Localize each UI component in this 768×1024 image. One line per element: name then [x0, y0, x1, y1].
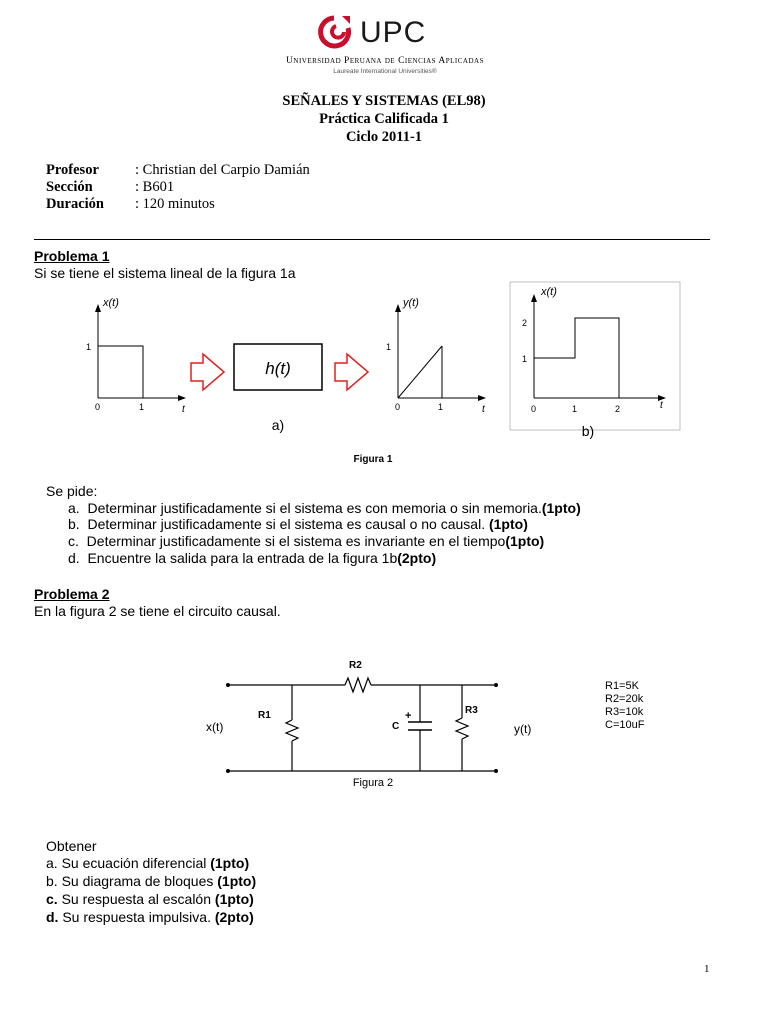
exam-title: Práctica Calificada 1: [319, 111, 449, 127]
part-b-label: b): [581, 423, 595, 439]
resistor-r2: [345, 678, 371, 692]
course-title: SEÑALES Y SISTEMAS (EL98): [282, 93, 486, 109]
value-r1: R1=5K: [605, 680, 639, 692]
yt-axis-label: y(t): [403, 297, 419, 309]
list-item: b. Determinar justificadamente si el sistema es causal o no causal. (1pto): [68, 516, 528, 532]
list-item: a. Su ecuación diferencial (1pto): [46, 855, 250, 871]
figure-1-caption: Figura 1: [353, 454, 393, 465]
output-label: y(t): [514, 722, 532, 736]
xt-axis-label: x(t): [103, 297, 119, 309]
tick-label: 0: [95, 402, 101, 412]
tick-label: 2: [522, 318, 528, 328]
network-name: Laureate International Universities®: [333, 68, 437, 75]
tick-label: 1: [522, 354, 528, 364]
resistor-r3: [456, 718, 468, 739]
problem2-ask: Obtener: [46, 838, 97, 854]
list-item: c. Determinar justificadamente si el sistema es invariante en el tiempo(1pto): [68, 533, 545, 549]
t-axis-label: t: [182, 404, 185, 415]
system-label: h(t): [265, 359, 291, 378]
c-label: C: [392, 721, 400, 732]
part-a-label: a): [271, 417, 285, 433]
problem1-intro: Si se tiene el sistema lineal de la figura 1a: [34, 265, 296, 281]
r2-label: R2: [349, 660, 362, 671]
label-seccion: Sección: [46, 179, 93, 195]
t-axis-label: t: [482, 404, 485, 415]
list-item: b. Su diagrama de bloques (1pto): [46, 873, 257, 889]
list-item: d. Encuentre la salida para la entrada de la figura 1b(2pto): [68, 550, 437, 566]
tick-label: 1: [572, 404, 578, 414]
tick-label: 1: [386, 342, 392, 352]
value-r3: R3=10k: [605, 706, 644, 718]
xt-axis-label: x(t): [541, 286, 557, 298]
arrow-right-icon: [191, 354, 224, 390]
label-duracion: Duración: [46, 196, 104, 212]
r1-label: R1: [258, 710, 271, 721]
figure-2-caption: Figura 2: [352, 777, 394, 789]
figure-1b: [510, 282, 680, 439]
tick-label: 1: [86, 342, 92, 352]
cycle: Ciclo 2011-1: [345, 129, 423, 145]
tick-label: 1: [438, 402, 444, 412]
logo-text: UPC: [360, 16, 427, 49]
problem1-ask: Se pide:: [46, 483, 98, 499]
tick-label: 1: [139, 402, 145, 412]
input-label: x(t): [206, 720, 224, 734]
figure-2-circuit: [0, 650, 768, 800]
polarity-plus: +: [405, 710, 412, 722]
resistor-r1: [286, 720, 298, 741]
tick-label: 0: [531, 404, 537, 414]
page-number: 1: [704, 963, 710, 975]
value-c: C=10uF: [605, 719, 645, 731]
list-item: a. Determinar justificadamente si el sistema es con memoria o sin memoria.(1pto): [68, 500, 581, 516]
r3-label: R3: [465, 705, 478, 716]
tick-label: 0: [395, 402, 401, 412]
divider: [34, 239, 710, 240]
t-axis-label: t: [660, 400, 663, 411]
problem1-title: Problema 1: [34, 248, 110, 264]
value-profesor: : Christian del Carpio Damián: [135, 162, 310, 178]
value-seccion: : B601: [135, 179, 175, 195]
value-r2: R2=20k: [605, 693, 644, 705]
figure-1: [0, 280, 768, 470]
list-item: d. Su respuesta impulsiva. (2pto): [46, 909, 254, 925]
label-profesor: Profesor: [46, 162, 99, 178]
problem2-intro: En la figura 2 se tiene el circuito causal.: [34, 603, 281, 619]
tick-label: 2: [615, 404, 621, 414]
value-duracion: : 120 minutos: [135, 196, 215, 212]
output-signal-graph: [386, 297, 486, 415]
university-name: Universidad Peruana de Ciencias Aplicadas: [286, 56, 484, 66]
problem2-title: Problema 2: [34, 586, 110, 602]
arrow-right-icon: [335, 354, 368, 390]
university-logo: [250, 14, 520, 74]
list-item: c. Su respuesta al escalón (1pto): [46, 891, 254, 907]
input-signal-graph: [86, 297, 186, 415]
